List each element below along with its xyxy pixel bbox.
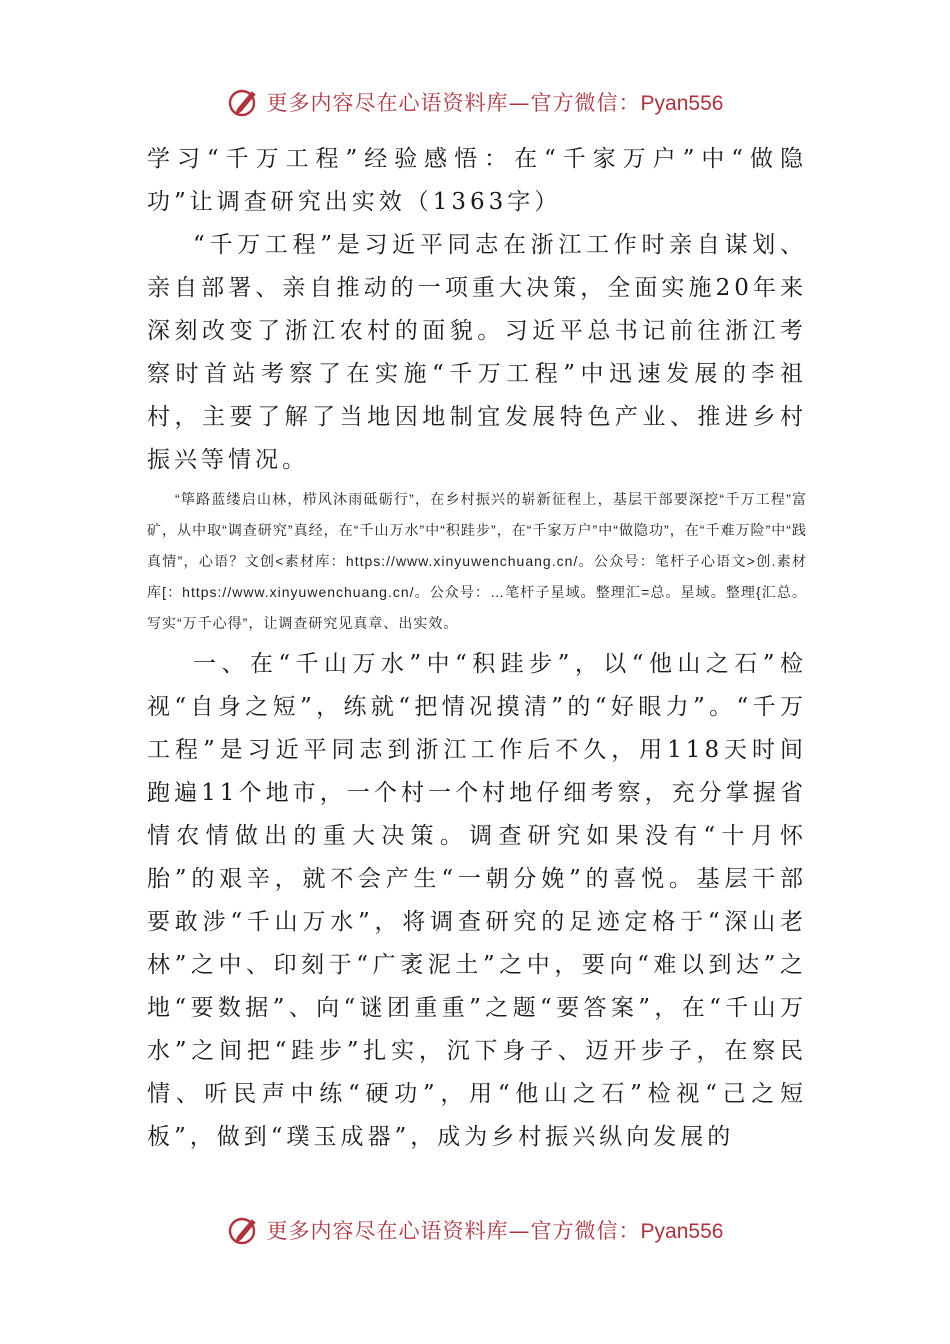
footer-banner <box>0 1212 950 1248</box>
footer-banner-text: 更多内容尽在心语资料库—官方微信：Pyan556 <box>266 1219 724 1243</box>
footer-wechat-id: Pyan556 <box>640 1220 724 1243</box>
header-wechat-id: Pyan556 <box>640 92 724 115</box>
section-one-paragraph: 一、在“千山万水”中“积跬步”，以“他山之石”检视“自身之短”，练就“把情况摸清”的“好眼力”。“千万工程”是习近平同志到浙江工作后不久，用118天时间跑遍11个地市，一个村一个村地仔细考察，充分掌握省情农情做出的重大决策。调查研究如果没有“十月怀胎”的艰辛，就不会产生“一朝分娩”的喜悦。基层干部要敢涉“千山万水”，将调查研究的足迹定格于“深山老林”之中、印刻于“广袤泥土”之中，要向“难以到达”之地“要数据”、向“谜团重重”之题“要答案”，在“千山万水”之间把“跬步”扎实，沉下身子、迈开步子，在察民情、听民声中练“硬功”，用“他山之石”检视“己之短板”，做到“璞玉成器”，成为乡村振兴纵向发展的 <box>147 651 807 1150</box>
header-banner-text: 更多内容尽在心语资料库—官方微信：Pyan556 <box>266 91 724 115</box>
pen-logo-icon <box>227 85 261 119</box>
header-banner <box>0 84 950 120</box>
intro-paragraph: “千万工程”是习近平同志在浙江工作时亲自谋划、亲自部署、亲自推动的一项重大决策，全面实施20年来深刻改变了浙江农村的面貌。习近平总书记前往浙江考察时首站考察了在实施“千万工程”中迅速发展的李祖村，主要了解了当地因地制宜发展特色产业、推进乡村振兴等情况。 <box>147 232 807 473</box>
document-body <box>147 138 807 1159</box>
small-print-paragraph: “筚路蓝缕启山林，栉风沐雨砥砺行”，在乡村振兴的崭新征程上，基层干部要深挖“千万工程”富矿，从中取“调查研究”真经，在“千山万水”中“积跬步”，在“千家万户”中“做隐功”，在“千难万险”中“践真情”，心语？文创<素材库：https://www.xinyuwenchuang.cn/。公众号：笔杆子心语文>创.素材库[：https://www.xinyuwenchuang.cn/。公众号：…笔杆子星域。整理汇=总。星域。整理{汇总。写实“万千心得”，让调查研究见真章、出实效。 <box>147 491 807 631</box>
pen-logo-icon <box>227 1213 261 1247</box>
document-title: 学习“千万工程”经验感悟：在“千家万户”中“做隐功”让调查研究出实效（1363字） <box>147 146 807 215</box>
